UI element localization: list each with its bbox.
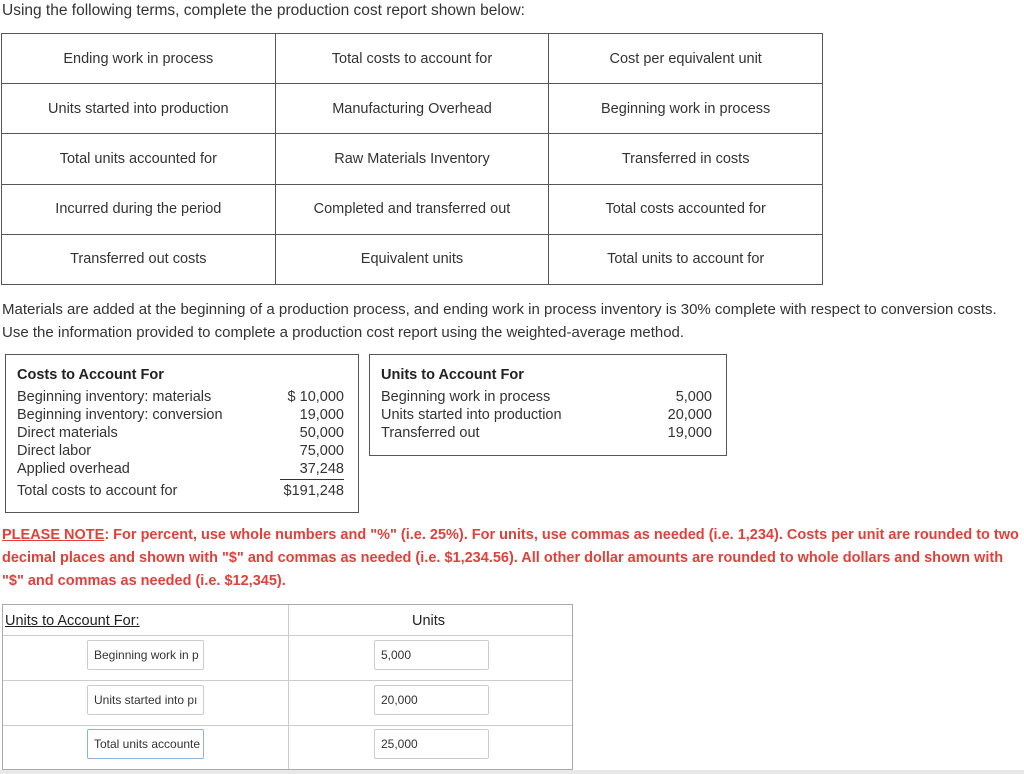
please-note: [2, 524, 1024, 593]
terms-row: [2, 34, 823, 84]
instructions-text: Using the following terms, complete the production cost report shown below:: [2, 2, 525, 19]
answer-table: [2, 604, 573, 770]
unit-label: Beginning work in process: [381, 389, 551, 405]
unit-label: Transferred out: [381, 425, 480, 441]
row-divider: [3, 725, 572, 726]
term-cell: Beginning work in process: [549, 84, 823, 134]
term-cell: Total units to account for: [549, 234, 823, 284]
units-input[interactable]: 20,000: [374, 685, 489, 715]
cost-value: 75,000: [299, 443, 344, 459]
total-underline: [280, 479, 344, 480]
cost-value: 50,000: [299, 425, 344, 441]
term-cell: Incurred during the period: [2, 184, 276, 234]
term-cell: Total units accounted for: [2, 134, 276, 184]
unit-value: 20,000: [667, 407, 712, 423]
cost-label: Total costs to account for: [17, 483, 178, 499]
problem-paragraph: Materials are added at the beginning of a production process, and ending work in process inventory is 30% complete with respect to conversion costs. Use the information provided to complete a production cost report using the weighted-average method.: [2, 301, 997, 341]
terms-row: [2, 84, 823, 134]
terms-row: [2, 184, 823, 234]
term-cell: Total costs to account for: [275, 34, 549, 84]
term-cell: Transferred in costs: [549, 134, 823, 184]
costs-box-title: Costs to Account For: [17, 367, 164, 383]
term-cell: Ending work in process: [2, 34, 276, 84]
label-dropdown[interactable]: Total units accounte: [87, 729, 204, 759]
cost-value: 37,248: [299, 461, 344, 477]
answer-heading: Units to Account For:: [5, 613, 140, 629]
cost-label: Direct labor: [17, 443, 92, 459]
cost-label: Beginning inventory: materials: [17, 389, 212, 405]
unit-label: Units started into production: [381, 407, 562, 423]
units-column-header: Units: [412, 613, 446, 629]
units-input[interactable]: 25,000: [374, 729, 489, 759]
cost-value: 19,000: [299, 407, 344, 423]
costs-to-account-for-box: [5, 354, 359, 513]
units-input[interactable]: 5,000: [374, 640, 489, 670]
units-box-title: Units to Account For: [381, 367, 524, 383]
term-cell: Cost per equivalent unit: [549, 34, 823, 84]
cost-label: Beginning inventory: conversion: [17, 407, 223, 423]
term-cell: Equivalent units: [275, 234, 549, 284]
term-cell: Manufacturing Overhead: [275, 84, 549, 134]
cost-total-value: $191,248: [283, 483, 344, 499]
unit-value: 5,000: [675, 389, 712, 405]
label-dropdown[interactable]: Units started into pı: [87, 685, 204, 715]
terms-row: [2, 234, 823, 284]
terms-row: [2, 134, 823, 184]
term-cell: Completed and transferred out: [275, 184, 549, 234]
cost-label: Direct materials: [17, 425, 118, 441]
cost-label: Applied overhead: [17, 461, 130, 477]
note-text: : For percent, use whole numbers and "%" (i.e. 25%). For units, use commas as needed (i.e. 1,234). Costs per unit are rounded to two decimal places and shown with "$" and commas as needed (i.e. $1,234.56). All other dollar amounts are rounded to whole dollars and shown with "$" and commas as needed (i.e. $12,345).: [2, 527, 1019, 589]
term-cell: Total costs accounted for: [549, 184, 823, 234]
units-to-account-for-box: [369, 354, 727, 456]
row-divider: [3, 635, 572, 636]
term-cell: Transferred out costs: [2, 234, 276, 284]
term-cell: Raw Materials Inventory: [275, 134, 549, 184]
note-label: PLEASE NOTE: [2, 527, 105, 543]
unit-value: 19,000: [667, 425, 712, 441]
column-divider: [288, 605, 289, 769]
label-dropdown[interactable]: Beginning work in p: [87, 640, 204, 670]
terms-table: [1, 33, 823, 285]
term-cell: Units started into production: [2, 84, 276, 134]
cost-value: $ 10,000: [287, 389, 344, 405]
row-divider: [3, 680, 572, 681]
page-bottom-edge: [0, 770, 1024, 774]
